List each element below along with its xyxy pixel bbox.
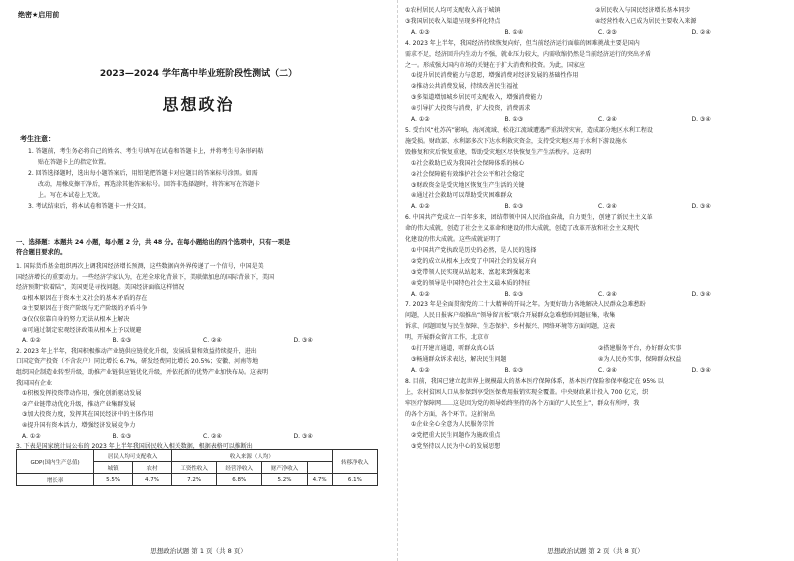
- choice-b: B. ①③: [112, 337, 132, 345]
- table-cell: 农村: [133, 462, 172, 474]
- choice-d: D. ③④: [691, 290, 711, 298]
- q8-stem: 的各个方面，各个环节。这折射出: [405, 410, 496, 418]
- right-questions: [405, 6, 785, 453]
- q4-stem: 之一。形成强大国内市场的关键在于扩大消费和投资。为此，国家应: [405, 61, 586, 69]
- q1-choices: [16, 336, 384, 347]
- q4-option: ④引导扩大投资与消费，扩大投资，消费需求: [411, 105, 531, 113]
- q6-option: ③党带领人民实现从站起来、富起来到强起来: [411, 268, 531, 276]
- choice-c: C. ②④: [598, 366, 617, 374]
- q7-options: [405, 344, 785, 355]
- q8-option: ③党坚持以人民为中心的发展思想: [411, 443, 501, 451]
- choice-b: B. ①③: [504, 203, 524, 211]
- q5-choices: [405, 202, 785, 213]
- choice-d: D. ②④: [691, 28, 711, 36]
- q3-choices: [405, 28, 785, 39]
- page-footer-left: 思想政治试题 第 1 页（共 8 页）: [150, 547, 247, 555]
- q2-option: ①积极发挥投资带动作用，强化创新驱动发展: [22, 390, 142, 398]
- q3-option: ①农村居民人均可支配收入高于城镇: [405, 7, 501, 14]
- table-cell: 居民人均可支配收入: [94, 450, 172, 462]
- subject-title: 思想政治: [162, 95, 235, 114]
- q6-stem: 6. 中国共产党成立一百年多来，团结带领中国人民浴血奋战，自力更生，创建了新民主主义革: [405, 214, 653, 222]
- q3-stem: 3. 下表是国家统计局公布的 2023 年上半年我国居民收入相关数据，根据表格可以推断出: [16, 443, 253, 451]
- choice-a: A. ①②: [22, 432, 41, 440]
- q4-option: ③多渠道增加城乡居民可支配收入，增强消费能力: [411, 94, 543, 102]
- table-cell: 5.5%: [94, 474, 133, 486]
- table-cell: 增长率: [17, 474, 94, 486]
- confidential-mark: 绝密★启用前: [18, 11, 60, 19]
- q1-stem: 国经济增长的重要动力。一些经济学家认为，在逆全球化背景下，美联储加息的国际背景下，美国: [16, 273, 275, 281]
- q3-option: ③我国居民收入渠道呈现多样化特点: [405, 17, 501, 25]
- q8-option: ①企业全心全意为人民服务宗旨: [411, 421, 495, 429]
- table-cell: 6.8%: [217, 474, 262, 486]
- q1-option: ③仅仅依靠自身的努力无法从根本上解决: [22, 315, 130, 323]
- choice-a: A. ①②: [411, 116, 430, 124]
- q2-option: ②产业链带动优化升级，推动产业集群发展: [22, 400, 136, 408]
- choice-a: A. ①③: [411, 28, 430, 36]
- q2-stem: 组织国企制造业转型升级，助推产业链供应链优化升级，并依托新的优势产业加快布局。这表明: [16, 368, 269, 376]
- choice-c: C. ②④: [598, 116, 617, 124]
- choice-c: C. ②④: [203, 337, 222, 345]
- table-cell: 收入来源（人均）: [171, 450, 332, 462]
- q3-option: ②居民收入与国民经济增长基本同步: [595, 7, 691, 14]
- q7-stem: 明，开展群众留言工作，北京市: [405, 334, 490, 342]
- q5-option: ④通过社会救助可以帮助受灾困难群众: [411, 192, 513, 200]
- table-row: [17, 474, 378, 486]
- q7-option: ④为人民办实事，保障群众权益: [598, 356, 682, 363]
- table-cell: 4.7%: [133, 474, 172, 486]
- q8-stem: 上，农村贫困人口从参保到享受医保费用报销实现全覆盖。中央财政累计投入 700 亿元，织: [405, 388, 649, 396]
- q5-stem: 5. 受台风“杜苏芮”影响，海河流域、松花江流域遭遇严重洪涝灾害，造成部分地区水利工程设: [405, 126, 653, 134]
- choice-a: A. ①②: [411, 290, 430, 298]
- choice-b: B. ①③: [112, 432, 132, 440]
- table-cell: 工资性收入: [171, 462, 216, 474]
- q7-stem: 问题，人民日报客户端推出“领导留言板”联合开展群众急难愁盼问题征集，收集: [405, 312, 616, 320]
- q2-option: ④提升国有资本活力，增强经济发展竞争力: [22, 421, 136, 429]
- notice-line: 改动，用橡皮擦干净后，再选涂其他答案标号。回答非选择题时，将答案写在答题卡: [38, 181, 261, 188]
- q6-stem: 命的伟大成就，创造了社会主义革命和建设的伟大成就，创造了改革开放和社会主义现代: [405, 225, 640, 233]
- q1-option: ②主要原因在于资产阶级与无产阶级的矛盾斗争: [22, 305, 148, 313]
- table-cell: 转移净收入: [332, 450, 377, 474]
- q5-option: ②社会保障能有效维护社会公平和社会稳定: [411, 170, 525, 178]
- notice-line: 2. 回答选择题时，选出每小题答案后，用铅笔把答题卡对应题目的答案标号涂黑。如需: [28, 170, 258, 177]
- q4-option: ②推动公共消费发展，持续改善民生福祉: [411, 83, 519, 91]
- q4-stem: 4. 2023 年上半年，我国经济持续恢复向好，但当前经济运行面临的困难挑战主要是国内: [405, 39, 640, 47]
- q6-option: ②党的成立从根本上改变了中国社会的发展方向: [411, 257, 537, 265]
- q7-options: [405, 355, 785, 366]
- choice-d: D. ③④: [691, 116, 711, 124]
- page-footer-right: 思想政治试题 第 2 页（共 8 页）: [547, 547, 644, 555]
- q1-stem: 1. 国际货币基金组织再次上调我国经济增长预测，这些数据向外界传递了一个信号，中国是美: [16, 263, 264, 270]
- q2-stem: 我国国有企业: [16, 379, 53, 387]
- right-page: [397, 0, 794, 561]
- choice-b: B. ①④: [504, 28, 524, 36]
- q3-option: ④经营性收入已成为居民主要收入来源: [595, 17, 697, 25]
- section-one-heading: [16, 238, 382, 258]
- choice-d: D. ③④: [691, 203, 711, 211]
- q7-stem: 7. 2023 年是全面贯彻党的二十大精神的开局之年。为更好助力各地解决人民群众急难愁盼: [405, 301, 646, 309]
- q1-option: ④可通过制定宏观经济政策从根本上予以规避: [22, 326, 142, 334]
- table-row: [17, 450, 378, 462]
- table-cell: 经营净收入: [217, 462, 262, 474]
- choice-d: D. ③④: [293, 337, 313, 345]
- notice-list: [28, 146, 378, 212]
- q7-stem: 诉求、问题回复与民生保障、生态保护、乡村振兴、网络环境等方面问题，这表: [405, 323, 616, 331]
- notice-heading: 考生注意：: [20, 135, 55, 143]
- table-cell: 5.2%: [262, 474, 307, 486]
- choice-b: B. ①③: [504, 290, 524, 298]
- notice-line: 上。写在本试卷上无效。: [38, 192, 105, 199]
- q2-option: ③加大投资力度，发挥其在国民经济中的主体作用: [22, 411, 154, 419]
- income-table: [16, 449, 378, 486]
- table-cell: 4.7%: [307, 474, 332, 486]
- choice-b: B. ①③: [504, 366, 524, 374]
- exam-title: 2023—2024 学年高中毕业班阶段性测试（二）: [99, 69, 298, 79]
- table-cell: 7.2%: [171, 474, 216, 486]
- choice-d: D. ③④: [691, 366, 711, 374]
- q7-option: ②搭建服务平台，办好群众实事: [598, 345, 682, 353]
- q1-stem: 经济预期“软着陆”，美国更是寻找问题。美国经济面临这样情况: [16, 284, 185, 292]
- q7-option: ①打开建言通道，听群众真心话: [411, 345, 495, 353]
- q6-stem: 化建设的伟大成就。这些成就证明了: [405, 236, 502, 244]
- choice-a: A. ①②: [411, 203, 430, 211]
- q5-stem: 施受损。财政部、水利部多次下达水利救灾资金，支持受灾地区用于水利下游设施水: [405, 137, 628, 145]
- q1-option: ①根本原因在于资本主义社会的基本矛盾的存在: [22, 294, 148, 302]
- choice-d: D. ③④: [293, 432, 313, 440]
- choice-a: A. ①②: [22, 337, 41, 345]
- q6-option: ④党的领导是中国特色社会主义最本质的特征: [411, 279, 531, 287]
- q8-stem: 牢医疗保障网……这是因为党的领导始终坚持的各个方面的“人民至上”，群众有所呼，我: [405, 399, 640, 407]
- table-cell: 财产净收入: [262, 462, 307, 474]
- left-questions: [16, 262, 384, 453]
- q5-stem: 毁修复和灾后恢复重建，帮助受灾地区尽快恢复生产生活秩序。这表明: [405, 148, 592, 156]
- q8-stem: 8. 目前，我国已建立起世界上规模最大的基本医疗保障体系，基本医疗保险参保率稳定在 95% 以: [405, 377, 664, 385]
- section-line: 一、选择题：本题共 24 小题，每小题 2 分，共 48 分。在每小题给出的四个选项中，只有一项是: [16, 239, 291, 246]
- choice-b: B. ①③: [504, 116, 524, 124]
- q6-choices: [405, 290, 785, 301]
- notice-line: 3. 考试结束后，将本试卷和答题卡一并交回。: [28, 203, 150, 210]
- notice-line: 1. 答题前，考生务必将自己的姓名、考生号填写在试卷和答题卡上，并将考生号条形码粘: [28, 148, 264, 155]
- table-cell: GDP(国内生产总值): [17, 450, 94, 474]
- q8-option: ②党把重大民生问题作为施政重点: [411, 432, 501, 440]
- notice-line: 贴在答题卡上的指定位置。: [38, 159, 111, 166]
- q3-options: [405, 17, 785, 28]
- q4-choices: [405, 115, 785, 126]
- q2-stem: 口国定资产投资（不含农户）同比增长 6.7%，研发经费同比增长 20.5%；安徽、河南等地: [16, 358, 259, 366]
- q3-options: [405, 6, 785, 17]
- choice-a: A. ①②: [411, 366, 430, 374]
- choice-c: C. ②③: [598, 28, 617, 36]
- table-cell: [307, 462, 332, 474]
- q5-option: ③财政资金是受灾地区恢复生产生活的关键: [411, 181, 525, 189]
- q4-stem: 需求不足，经济回升内生动力不强，就业压力较大，内需收缩仍然是当前经济运行的突出矛盾: [405, 50, 652, 58]
- table-cell: 6.1%: [332, 474, 377, 486]
- q6-option: ①中国共产党执政是历史的必然，是人民的选择: [411, 246, 537, 254]
- q7-option: ③畅通群众诉求表达，解决民生问题: [411, 356, 507, 363]
- choice-c: C. ②④: [598, 290, 617, 298]
- choice-c: C. ②④: [203, 432, 222, 440]
- choice-c: C. ②④: [598, 203, 617, 211]
- q2-choices: [16, 432, 384, 443]
- q5-option: ①社会救助已成为我国社会保障体系的核心: [411, 159, 525, 167]
- q4-option: ①提升居民消费能力与意愿，增强消费对经济发展的基础性作用: [411, 72, 579, 80]
- q7-choices: [405, 366, 785, 377]
- table-cell: 城镇: [94, 462, 133, 474]
- q2-stem: 2. 2023 年上半年，我国积极推动产业链供应链优化升级，发展质量和效益持续提升，进出: [16, 347, 257, 355]
- section-line: 符合题目要求的。: [16, 249, 67, 256]
